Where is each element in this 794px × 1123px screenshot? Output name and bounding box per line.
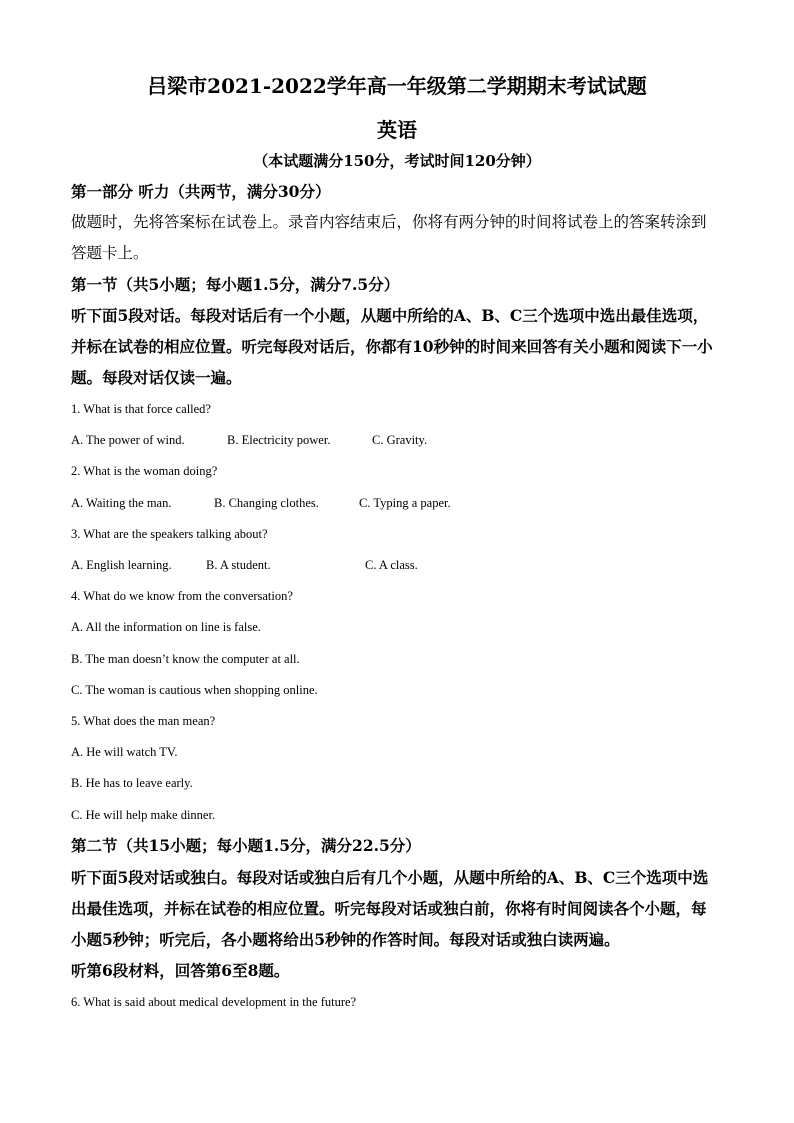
part1-heading: 第一部分 听力（共两节，满分30分） xyxy=(71,182,331,201)
q2-option-c: C. Typing a paper. xyxy=(359,496,451,510)
q5-option-b: B. He has to leave early. xyxy=(71,776,193,790)
section2-heading: 第二节（共15小题；每小题1.5分，满分22.5分） xyxy=(71,836,421,855)
q5-option-a: A. He will watch TV. xyxy=(71,745,178,759)
part1-instruction: 做题时，先将答案标在试卷上。录音内容结束后，你将有两分钟的时间将试卷上的答案转涂到答题卡上。 xyxy=(71,213,707,262)
exam-title: 吕梁市2021-2022学年高一年级第二学期期末考试试题 xyxy=(147,74,647,98)
q3-option-b: B. A student. xyxy=(206,558,271,572)
q3-option-c: C. A class. xyxy=(365,558,418,572)
q1-option-a: A. The power of wind. xyxy=(71,433,185,447)
q3-option-a: A. English learning. xyxy=(71,558,172,572)
question-stem-4: 4. What do we know from the conversation? xyxy=(71,589,293,603)
q5-option-c: C. He will help make dinner. xyxy=(71,808,216,822)
q4-option-c: C. The woman is cautious when shopping online. xyxy=(71,683,318,697)
q1-option-b: B. Electricity power. xyxy=(227,433,331,447)
question-stem-2: 2. What is the woman doing? xyxy=(71,464,218,478)
score-time-note: （本试题满分150分，考试时间120分钟） xyxy=(253,152,541,170)
q2-option-b: B. Changing clothes. xyxy=(214,496,319,510)
q4-option-b: B. The man doesn’t know the computer at all. xyxy=(71,652,300,666)
question-stem-6: 6. What is said about medical development in the future? xyxy=(71,995,357,1009)
question-stem-3: 3. What are the speakers talking about? xyxy=(71,527,268,541)
section1-instruction: 听下面5段对话。每段对话后有一个小题，从题中所给的A、B、C三个选项中选出最佳选项，并标在试卷的相应位置。听完每段对话后，你都有10秒钟的时间来回答有关小题和阅读下一小题。每段对话仅读一遍。 xyxy=(71,306,713,387)
q2-option-a: A. Waiting the man. xyxy=(71,496,172,510)
q1-option-c: C. Gravity. xyxy=(372,433,428,447)
section1-heading: 第一节（共5小题；每小题1.5分，满分7.5分） xyxy=(71,275,400,294)
material-6-instruction: 听第6段材料，回答第6至8题。 xyxy=(71,961,290,980)
question-stem-5: 5. What does the man mean? xyxy=(71,714,216,728)
question-stem-1: 1. What is that force called? xyxy=(71,402,211,416)
subject-title: 英语 xyxy=(377,118,417,142)
section2-instruction: 听下面5段对话或独白。每段对话或独白后有几个小题，从题中所给的A、B、C三个选项中选出最佳选项，并标在试卷的相应位置。听完每段对话或独白前，你将有时间阅读各个小题，每小题5秒钟；听完后，各小题将给出5秒钟的作答时间。每段对话或独白读两遍。 xyxy=(71,868,709,949)
q4-option-a: A. All the information on line is false. xyxy=(71,620,261,634)
